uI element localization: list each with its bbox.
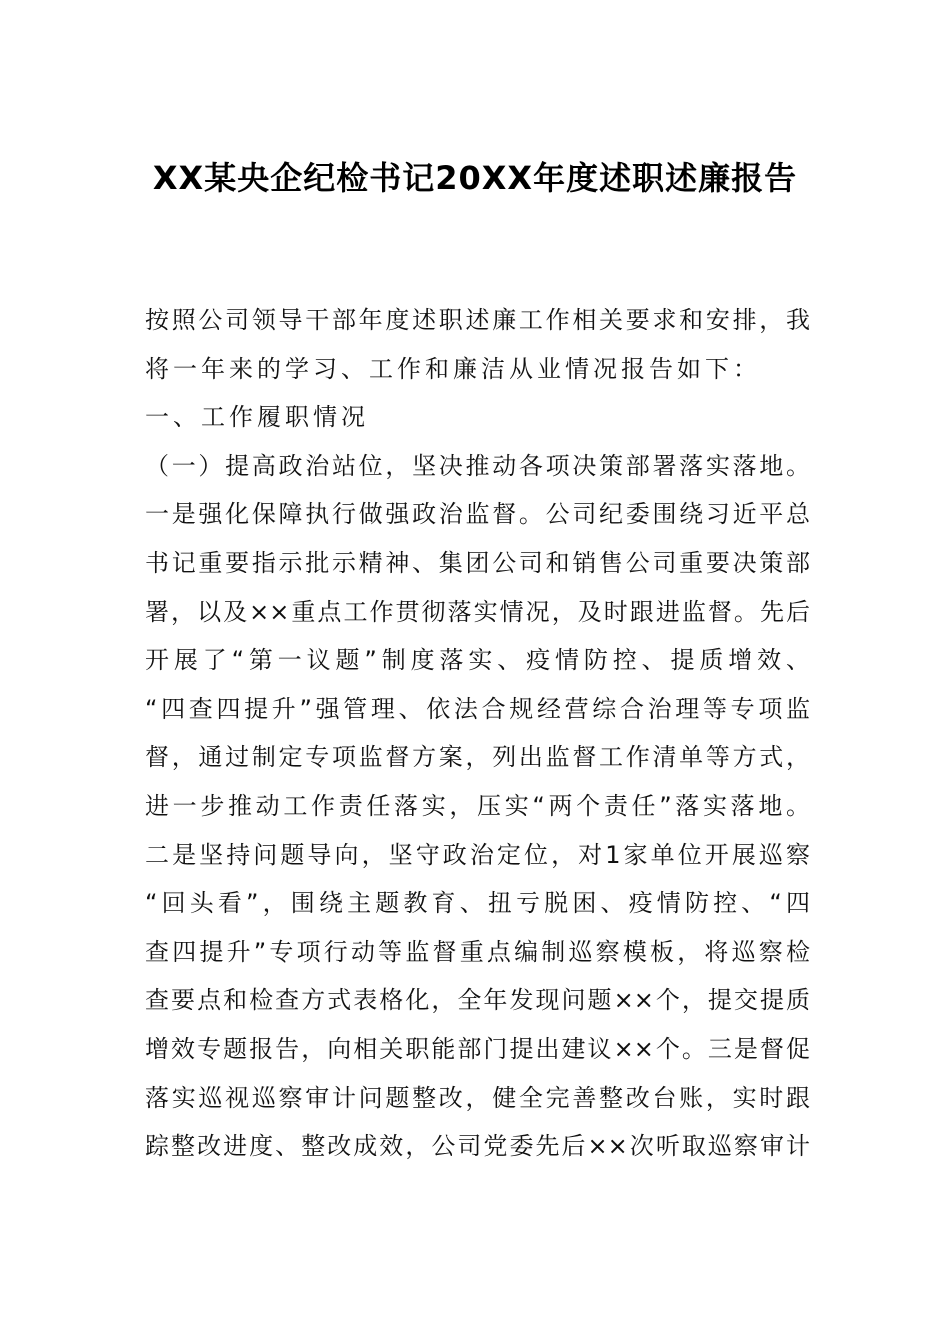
paragraph-line: “回头看”，围绕主题教育、扭亏脱困、疫情防控、“四 [145, 889, 810, 918]
document-body [145, 296, 810, 1171]
paragraph-line: 署，以及××重点工作贯彻落实情况，及时跟进监督。先后 [145, 597, 810, 626]
paragraph-line: 将一年来的学习、工作和廉洁从业情况报告如下： [145, 354, 761, 383]
paragraph-line: “四查四提升”强管理、依法合规经营综合治理等专项监 [145, 694, 810, 723]
subsection-heading: （一）提高政治站位，坚决推动各项决策部署落实落地。 [145, 451, 810, 480]
paragraph-line: 书记重要指示批示精神、集团公司和销售公司重要决策部 [145, 548, 810, 577]
paragraph-line: 按照公司领导干部年度述职述廉工作相关要求和安排，我 [145, 306, 810, 334]
paragraph-line: 进一步推动工作责任落实，压实“两个责任”落实落地。 [145, 791, 810, 820]
paragraph-line: 查要点和检查方式表格化，全年发现问题××个，提交提质 [145, 986, 810, 1015]
paragraph-line: 查四提升”专项行动等监督重点编制巡察模板，将巡察检 [145, 937, 810, 966]
paragraph-line: 二是坚持问题导向，坚守政治定位，对1家单位开展巡察 [145, 840, 810, 869]
paragraph-line: 落实巡视巡察审计问题整改，健全完善整改台账，实时跟 [145, 1083, 810, 1112]
paragraph-line: 增效专题报告，向相关职能部门提出建议××个。三是督促 [145, 1034, 810, 1063]
paragraph-line: 踪整改进度、整改成效，公司党委先后××次听取巡察审计 [145, 1132, 810, 1161]
paragraph-line: 开展了“第一议题”制度落实、疫情防控、提质增效、 [145, 646, 810, 675]
paragraph-line: 督，通过制定专项监督方案，列出监督工作清单等方式， [145, 743, 810, 772]
paragraph-line: 一是强化保障执行做强政治监督。公司纪委围绕习近平总 [145, 500, 810, 529]
section-heading: 一、工作履职情况 [145, 403, 369, 432]
document-title: XX某央企纪检书记20XX年度述职述廉报告 [152, 159, 798, 197]
